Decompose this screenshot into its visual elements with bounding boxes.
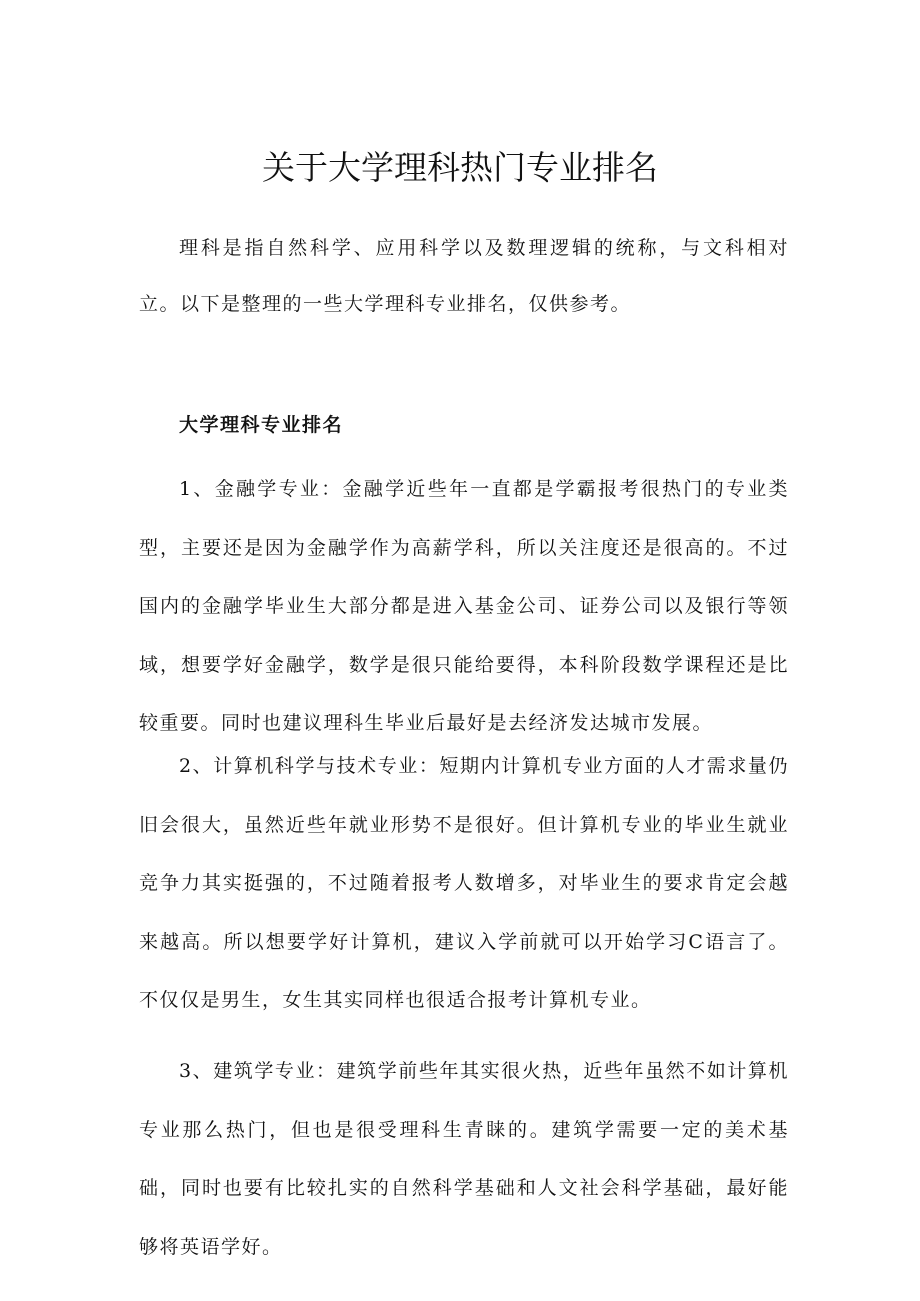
item-paragraph-architecture: 3、建筑学专业：建筑学前些年其实很火热，近些年虽然不如计算机专业那么热门，但也是很受理科生青睐的。建筑学需要一定的美术基础，同时也要有比较扎实的自然科学基础和人文社会科学基础，最好能够将英语学好。 bbox=[139, 1060, 789, 1258]
intro-paragraph: 理科是指自然科学、应用科学以及数理逻辑的统称，与文科相对立。以下是整理的一些大学理科专业排名，仅供参考。 bbox=[139, 237, 789, 315]
document-title: 关于大学理科热门专业排名 bbox=[262, 148, 658, 187]
item-paragraph-finance: 1、金融学专业：金融学近些年一直都是学霸报考很热门的专业类型，主要还是因为金融学作为高薪学科，所以关注度还是很高的。不过国内的金融学毕业生大部分都是进入基金公司、证券公司以及银行等领域，想要学好金融学，数学是很只能给要得，本科阶段数学课程还是比较重要。同时也建议理科生毕业后最好是去经济发达城市发展。 bbox=[139, 478, 789, 734]
section-heading: 大学理科专业排名 bbox=[179, 414, 344, 436]
item-paragraph-computer-science: 2、计算机科学与技术专业：短期内计算机专业方面的人才需求量仍旧会很大，虽然近些年就业形势不是很好。但计算机专业的毕业生就业竞争力其实挺强的，不过随着报考人数增多，对毕业生的要求肯定会越来越高。所以想要学好计算机，建议入学前就可以开始学习C语言了。不仅仅是男生，女生其实同样也很适合报考计算机专业。 bbox=[139, 755, 789, 1011]
